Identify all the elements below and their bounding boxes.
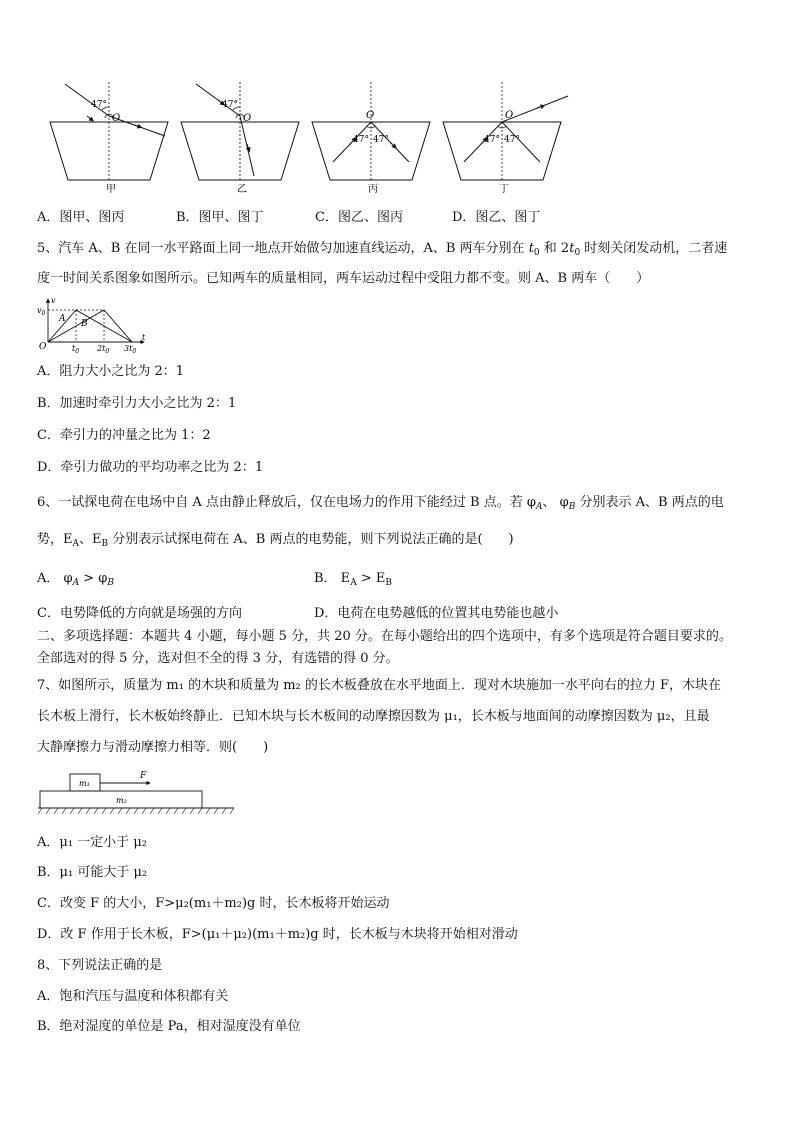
q5-option-d: D．牵引力做功的平均功率之比为 2：1 [37,460,264,475]
q5-stem-line1: 5、汽车 A、B 在同一水平路面上同一地点开始做匀加速直线运动，A、B 两车分别在 $t_0$ 和 $2t_0$ 时刻关闭发动机，二者速 [37,241,728,258]
t0-label: $t_0$ [72,344,80,354]
point-o-label: O [112,113,121,124]
prism-bing [312,82,430,180]
angle-label: 47° [353,135,369,145]
q5-option-b: B．加速时牵引力大小之比为 2：1 [37,396,237,411]
q8-option-a: A．饱和汽压与温度和体积都有关 [37,989,229,1004]
vt-graph [36,296,154,354]
t-axis-label: t [142,333,146,342]
q7-option-d: D．改 F 作用于长木板，F>(μ₁＋μ₂)(m₁＋m₂)g 时，长木板与木块将开始相对滑动 [37,927,518,942]
2t0-label: $2t_0$ [97,344,110,354]
m2-label: m₂ [116,796,127,805]
q4-option-c: C．图乙、图丙 [315,210,403,225]
point-o-label: O [243,113,252,124]
3t0-label: $3t_0$ [124,344,137,354]
prism-figures [40,80,580,198]
q7-option-c: C．改变 F 的大小，F>μ₂(m₁＋m₂)g 时，长木板将开始运动 [37,896,390,911]
q5-stem-line2: 度一时间关系图象如图所示。已知两车的质量相同，两车运动过程中受阻力都不变。则 A、B 两车（ ） [37,271,650,286]
v-axis-label: v [51,296,56,305]
curve-b-label: B [81,319,88,329]
curve-a-label: A [59,314,66,324]
angle-label: 47° [373,135,389,145]
figure-label-bing: 丙 [368,184,378,195]
angle-label: 47° [504,135,520,145]
q6-stem-line1: 6、一试探电荷在电场中自 A 点由静止释放后，仅在电场力的作用下能经过 B 点。若 $\varphi_A$、 $\varphi_B$ 分别表示 A、B 两点的电 [37,495,724,512]
q6-option-b: B． $E_A > E_B$ [314,571,392,588]
q5-option-c: C．牵引力的冲量之比为 1：2 [37,428,211,443]
q4-option-d: D．图乙、图丁 [452,210,541,225]
q4-option-a: A．图甲、图丙 [37,210,125,225]
q6-option-d: D．电荷在电势越低的位置其电势能也越小 [314,606,559,621]
q5-option-a: A．阻力大小之比为 2：1 [37,364,185,379]
block-board-figure [38,768,238,818]
q7-option-b: B．μ₁ 可能大于 μ₂ [37,865,148,880]
section2-heading-line2: 全部选对的得 5 分，选对但不全的得 3 分，有选错的得 0 分。 [37,651,399,666]
q7-stem-line2: 长木板上滑行，长木板始终静止．已知木块与长木板间的动摩擦因数为 μ₁，长木板与地面间的动摩擦因数为 μ₂，且最 [37,709,710,724]
figure-label-jia: 甲 [106,184,116,195]
angle-label: 47° [222,100,238,110]
q7-stem-line1: 7、如图所示，质量为 m₁ 的木块和质量为 m₂ 的长木板叠放在水平地面上．现对木块施加一水平向右的拉力 F，木块在 [37,678,722,693]
angle-label: 47° [91,100,107,110]
q6-option-a: A． $\varphi_A > \varphi_B$ [37,571,115,588]
q7-option-a: A．μ₁ 一定小于 μ₂ [37,835,147,850]
figure-label-yi: 乙 [237,184,247,195]
prism-yi [181,82,299,180]
figure-label-ding: 丁 [499,184,509,195]
point-o-label: O [505,110,514,121]
origin-label: O [39,342,47,352]
m1-label: m₁ [79,779,90,788]
q6-stem-line2: 势，$E_A$、$E_B$ 分别表示试探电荷在 A、B 两点的电势能，则下列说法正确的是( ) [37,532,514,549]
q6-option-c: C．电势降低的方向就是场强的方向 [37,606,242,621]
prism-ding [443,82,568,180]
angle-label: 47° [484,135,500,145]
q4-option-b: B．图甲、图丁 [176,210,264,225]
v0-label: $v_0$ [37,306,46,317]
q8-stem: 8、下列说法正确的是 [37,958,163,973]
point-o-label: O [366,110,375,121]
prism-jia [50,82,168,180]
section2-heading-line1: 二、多项选择题：本题共 4 小题，每小题 5 分，共 20 分。在每小题给出的四个选项中，有多个选项是符合题目要求的。 [37,629,732,644]
q8-option-b: B．绝对湿度的单位是 Pa，相对湿度没有单位 [37,1019,301,1034]
q7-stem-line3: 大静摩擦力与滑动摩擦力相等．则( ) [37,740,269,755]
force-f-label: F [140,771,147,781]
